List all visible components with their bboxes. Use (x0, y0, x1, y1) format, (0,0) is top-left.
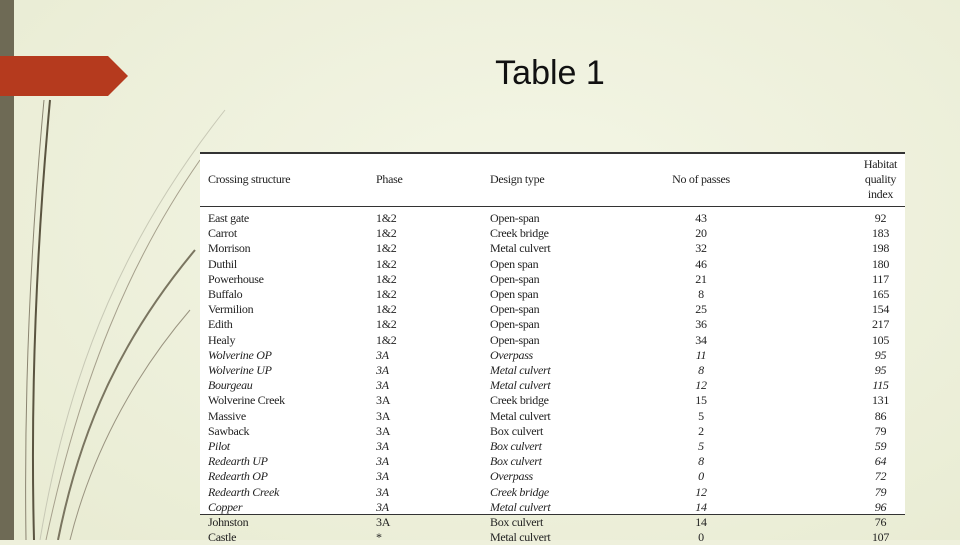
cell-design-type: Overpass (482, 469, 618, 484)
cell-no-of-passes: 34 (618, 333, 780, 348)
cell-phase: 3A (362, 409, 482, 424)
header-design-type: Design type (482, 154, 618, 207)
cell-habitat-quality-index: 72 (780, 469, 905, 484)
cell-phase: 3A (362, 393, 482, 408)
cell-no-of-passes: 46 (618, 257, 780, 272)
cell-phase: 1&2 (362, 257, 482, 272)
title-accent-arrow (0, 56, 128, 96)
table-row (200, 272, 905, 287)
cell-phase: 3A (362, 485, 482, 500)
cell-habitat-quality-index: 105 (780, 333, 905, 348)
table-row (200, 515, 905, 530)
cell-crossing-structure: East gate (200, 207, 362, 227)
cell-no-of-passes: 14 (618, 515, 780, 530)
cell-habitat-quality-index: 154 (780, 302, 905, 317)
cell-no-of-passes: 21 (618, 272, 780, 287)
cell-phase: 3A (362, 469, 482, 484)
cell-design-type: Creek bridge (482, 226, 618, 241)
table-row (200, 439, 905, 454)
cell-design-type: Open-span (482, 207, 618, 227)
table-row (200, 317, 905, 332)
table-row (200, 207, 905, 227)
cell-design-type: Open-span (482, 302, 618, 317)
cell-design-type: Box culvert (482, 424, 618, 439)
cell-phase: 1&2 (362, 207, 482, 227)
cell-crossing-structure: Redearth OP (200, 469, 362, 484)
cell-no-of-passes: 0 (618, 469, 780, 484)
table-row (200, 378, 905, 393)
cell-no-of-passes: 2 (618, 424, 780, 439)
cell-habitat-quality-index: 76 (780, 515, 905, 530)
cell-crossing-structure: Redearth UP (200, 454, 362, 469)
cell-phase: 1&2 (362, 272, 482, 287)
cell-design-type: Open-span (482, 317, 618, 332)
cell-design-type: Box culvert (482, 439, 618, 454)
cell-phase: 1&2 (362, 302, 482, 317)
cell-no-of-passes: 5 (618, 409, 780, 424)
cell-habitat-quality-index: 79 (780, 424, 905, 439)
cell-phase: 3A (362, 454, 482, 469)
cell-design-type: Creek bridge (482, 393, 618, 408)
cell-design-type: Box culvert (482, 454, 618, 469)
cell-phase: 1&2 (362, 241, 482, 256)
cell-phase: 3A (362, 363, 482, 378)
cell-crossing-structure: Morrison (200, 241, 362, 256)
cell-habitat-quality-index: 64 (780, 454, 905, 469)
table-row (200, 257, 905, 272)
cell-no-of-passes: 8 (618, 287, 780, 302)
cell-phase: 1&2 (362, 287, 482, 302)
cell-no-of-passes: 14 (618, 500, 780, 515)
cell-design-type: Metal culvert (482, 241, 618, 256)
table-row (200, 454, 905, 469)
cell-design-type: Open-span (482, 333, 618, 348)
cell-phase: 1&2 (362, 226, 482, 241)
table-body (200, 207, 905, 545)
table-row (200, 409, 905, 424)
cell-design-type: Metal culvert (482, 363, 618, 378)
cell-crossing-structure: Wolverine UP (200, 363, 362, 378)
cell-design-type: Box culvert (482, 515, 618, 530)
cell-phase: 3A (362, 439, 482, 454)
cell-design-type: Open-span (482, 272, 618, 287)
cell-phase: 3A (362, 378, 482, 393)
cell-crossing-structure: Healy (200, 333, 362, 348)
cell-no-of-passes: 8 (618, 363, 780, 378)
cell-no-of-passes: 11 (618, 348, 780, 363)
table-row (200, 469, 905, 484)
cell-design-type: Metal culvert (482, 500, 618, 515)
cell-crossing-structure: Duthil (200, 257, 362, 272)
cell-habitat-quality-index: 95 (780, 363, 905, 378)
cell-phase: 1&2 (362, 333, 482, 348)
table-row (200, 363, 905, 378)
table-row (200, 333, 905, 348)
table-row (200, 393, 905, 408)
cell-phase: * (362, 530, 482, 545)
cell-no-of-passes: 43 (618, 207, 780, 227)
table-row (200, 241, 905, 256)
cell-no-of-passes: 36 (618, 317, 780, 332)
data-table-container (200, 152, 905, 515)
cell-no-of-passes: 5 (618, 439, 780, 454)
table-row (200, 302, 905, 317)
header-habitat-quality-index: Habitat quality index (780, 154, 905, 207)
cell-no-of-passes: 0 (618, 530, 780, 545)
cell-design-type: Overpass (482, 348, 618, 363)
table-row (200, 485, 905, 500)
cell-no-of-passes: 25 (618, 302, 780, 317)
cell-crossing-structure: Bourgeau (200, 378, 362, 393)
table-row (200, 500, 905, 515)
cell-crossing-structure: Carrot (200, 226, 362, 241)
cell-habitat-quality-index: 92 (780, 207, 905, 227)
cell-crossing-structure: Castle (200, 530, 362, 545)
cell-habitat-quality-index: 117 (780, 272, 905, 287)
cell-crossing-structure: Sawback (200, 424, 362, 439)
cell-no-of-passes: 20 (618, 226, 780, 241)
cell-phase: 3A (362, 348, 482, 363)
header-phase: Phase (362, 154, 482, 207)
table-header-row (200, 154, 905, 207)
table-row (200, 424, 905, 439)
cell-no-of-passes: 8 (618, 454, 780, 469)
cell-habitat-quality-index: 180 (780, 257, 905, 272)
cell-crossing-structure: Powerhouse (200, 272, 362, 287)
cell-habitat-quality-index: 86 (780, 409, 905, 424)
header-no-of-passes: No of passes (618, 154, 780, 207)
cell-design-type: Metal culvert (482, 378, 618, 393)
cell-habitat-quality-index: 131 (780, 393, 905, 408)
header-crossing-structure: Crossing structure (200, 154, 362, 207)
cell-habitat-quality-index: 217 (780, 317, 905, 332)
cell-habitat-quality-index: 59 (780, 439, 905, 454)
cell-no-of-passes: 12 (618, 485, 780, 500)
cell-crossing-structure: Buffalo (200, 287, 362, 302)
cell-phase: 3A (362, 424, 482, 439)
table-row (200, 226, 905, 241)
cell-habitat-quality-index: 165 (780, 287, 905, 302)
cell-crossing-structure: Johnston (200, 515, 362, 530)
cell-habitat-quality-index: 96 (780, 500, 905, 515)
cell-crossing-structure: Massive (200, 409, 362, 424)
table-row (200, 530, 905, 545)
table-row (200, 348, 905, 363)
cell-crossing-structure: Redearth Creek (200, 485, 362, 500)
slide-title: Table 1 (440, 54, 660, 93)
cell-crossing-structure: Wolverine OP (200, 348, 362, 363)
cell-crossing-structure: Edith (200, 317, 362, 332)
cell-habitat-quality-index: 107 (780, 530, 905, 545)
cell-habitat-quality-index: 79 (780, 485, 905, 500)
cell-habitat-quality-index: 183 (780, 226, 905, 241)
cell-no-of-passes: 32 (618, 241, 780, 256)
cell-no-of-passes: 15 (618, 393, 780, 408)
data-table (200, 154, 905, 545)
cell-habitat-quality-index: 198 (780, 241, 905, 256)
cell-design-type: Open span (482, 287, 618, 302)
cell-phase: 3A (362, 500, 482, 515)
cell-phase: 3A (362, 515, 482, 530)
cell-design-type: Creek bridge (482, 485, 618, 500)
cell-habitat-quality-index: 95 (780, 348, 905, 363)
cell-design-type: Open span (482, 257, 618, 272)
cell-design-type: Metal culvert (482, 530, 618, 545)
cell-crossing-structure: Pilot (200, 439, 362, 454)
cell-no-of-passes: 12 (618, 378, 780, 393)
cell-habitat-quality-index: 115 (780, 378, 905, 393)
cell-phase: 1&2 (362, 317, 482, 332)
table-row (200, 287, 905, 302)
cell-crossing-structure: Copper (200, 500, 362, 515)
cell-design-type: Metal culvert (482, 409, 618, 424)
cell-crossing-structure: Wolverine Creek (200, 393, 362, 408)
cell-crossing-structure: Vermilion (200, 302, 362, 317)
